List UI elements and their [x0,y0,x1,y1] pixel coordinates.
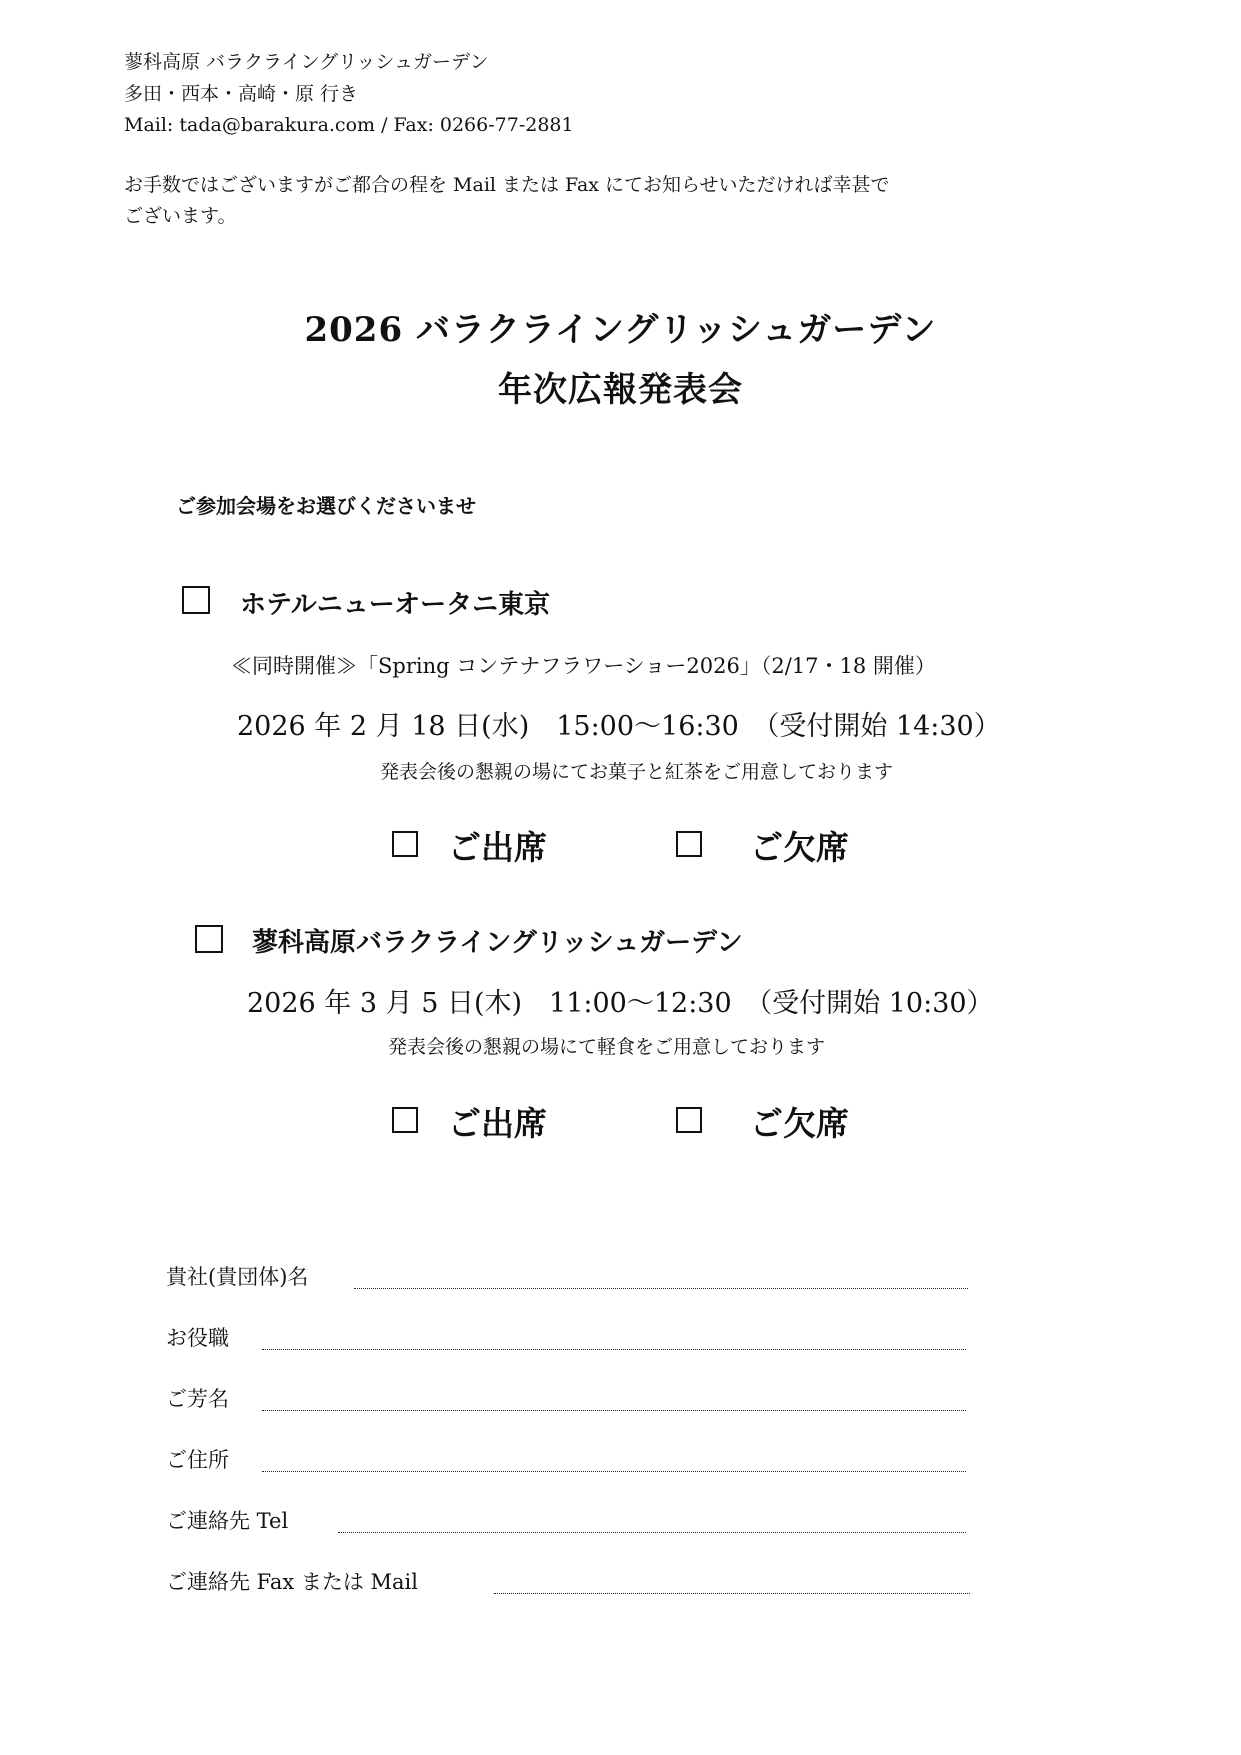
absent-label-tateshina: ご欠席 [750,1104,849,1143]
venue-checkbox-tateshina[interactable] [195,925,223,953]
address-field[interactable] [262,1471,966,1472]
name-field-label: ご芳名 [166,1387,229,1411]
address-field-label: ご住所 [166,1448,229,1472]
venue-note-tokyo: 発表会後の懇親の場にてお菓子と紅茶をご用意しております [380,761,894,783]
attend-label-tateshina: ご出席 [448,1104,547,1143]
absent-label-tokyo: ご欠席 [750,828,849,867]
venue-concurrent-event: ≪同時開催≫「Spring コンテナフラワーショー2026」（2/17・18 開催） [231,654,936,678]
intro-text-line1: お手数ではございますがご都合の程を Mail または Fax にてお知らせいただければ幸甚で [124,174,890,196]
venue-note-tateshina: 発表会後の懇親の場にて軽食をご用意しております [388,1036,826,1058]
intro-text-line2: ございます。 [124,205,237,227]
page-title: 2026 バラクライングリッシュガーデン [304,310,937,350]
venue-checkbox-tokyo[interactable] [182,586,210,614]
venue-datetime-tokyo: 2026 年 2 月 18 日(水) 15:00〜16:30 （受付開始 14:30） [237,711,1001,742]
attend-checkbox-tateshina[interactable] [392,1107,418,1133]
absent-checkbox-tateshina[interactable] [676,1107,702,1133]
position-field-label: お役職 [166,1326,229,1350]
tel-field[interactable] [338,1532,966,1533]
page-subtitle: 年次広報発表会 [498,370,743,410]
venue-select-label: ご参加会場をお選びくださいませ [176,494,476,518]
tel-field-label: ご連絡先 Tel [166,1509,289,1533]
attend-label-tokyo: ご出席 [448,828,547,867]
company-field[interactable] [354,1288,968,1289]
venue-name-tateshina: 蓼科高原バラクライングリッシュガーデン [252,928,743,958]
header-recipients: 多田・西本・高崎・原 行き [124,83,359,105]
name-field[interactable] [262,1410,966,1411]
fax-mail-field-label: ご連絡先 Fax または Mail [166,1570,418,1594]
header-contact: Mail: tada@barakura.com / Fax: 0266-77-2881 [124,114,574,136]
fax-mail-field[interactable] [494,1593,970,1594]
position-field[interactable] [262,1349,966,1350]
header-address: 蓼科高原 バラクライングリッシュガーデン [124,51,489,73]
absent-checkbox-tokyo[interactable] [676,831,702,857]
venue-name-tokyo: ホテルニューオータニ東京 [240,590,551,620]
attend-checkbox-tokyo[interactable] [392,831,418,857]
company-field-label: 貴社(貴団体)名 [166,1265,309,1289]
venue-datetime-tateshina: 2026 年 3 月 5 日(木) 11:00〜12:30 （受付開始 10:30） [247,988,994,1019]
